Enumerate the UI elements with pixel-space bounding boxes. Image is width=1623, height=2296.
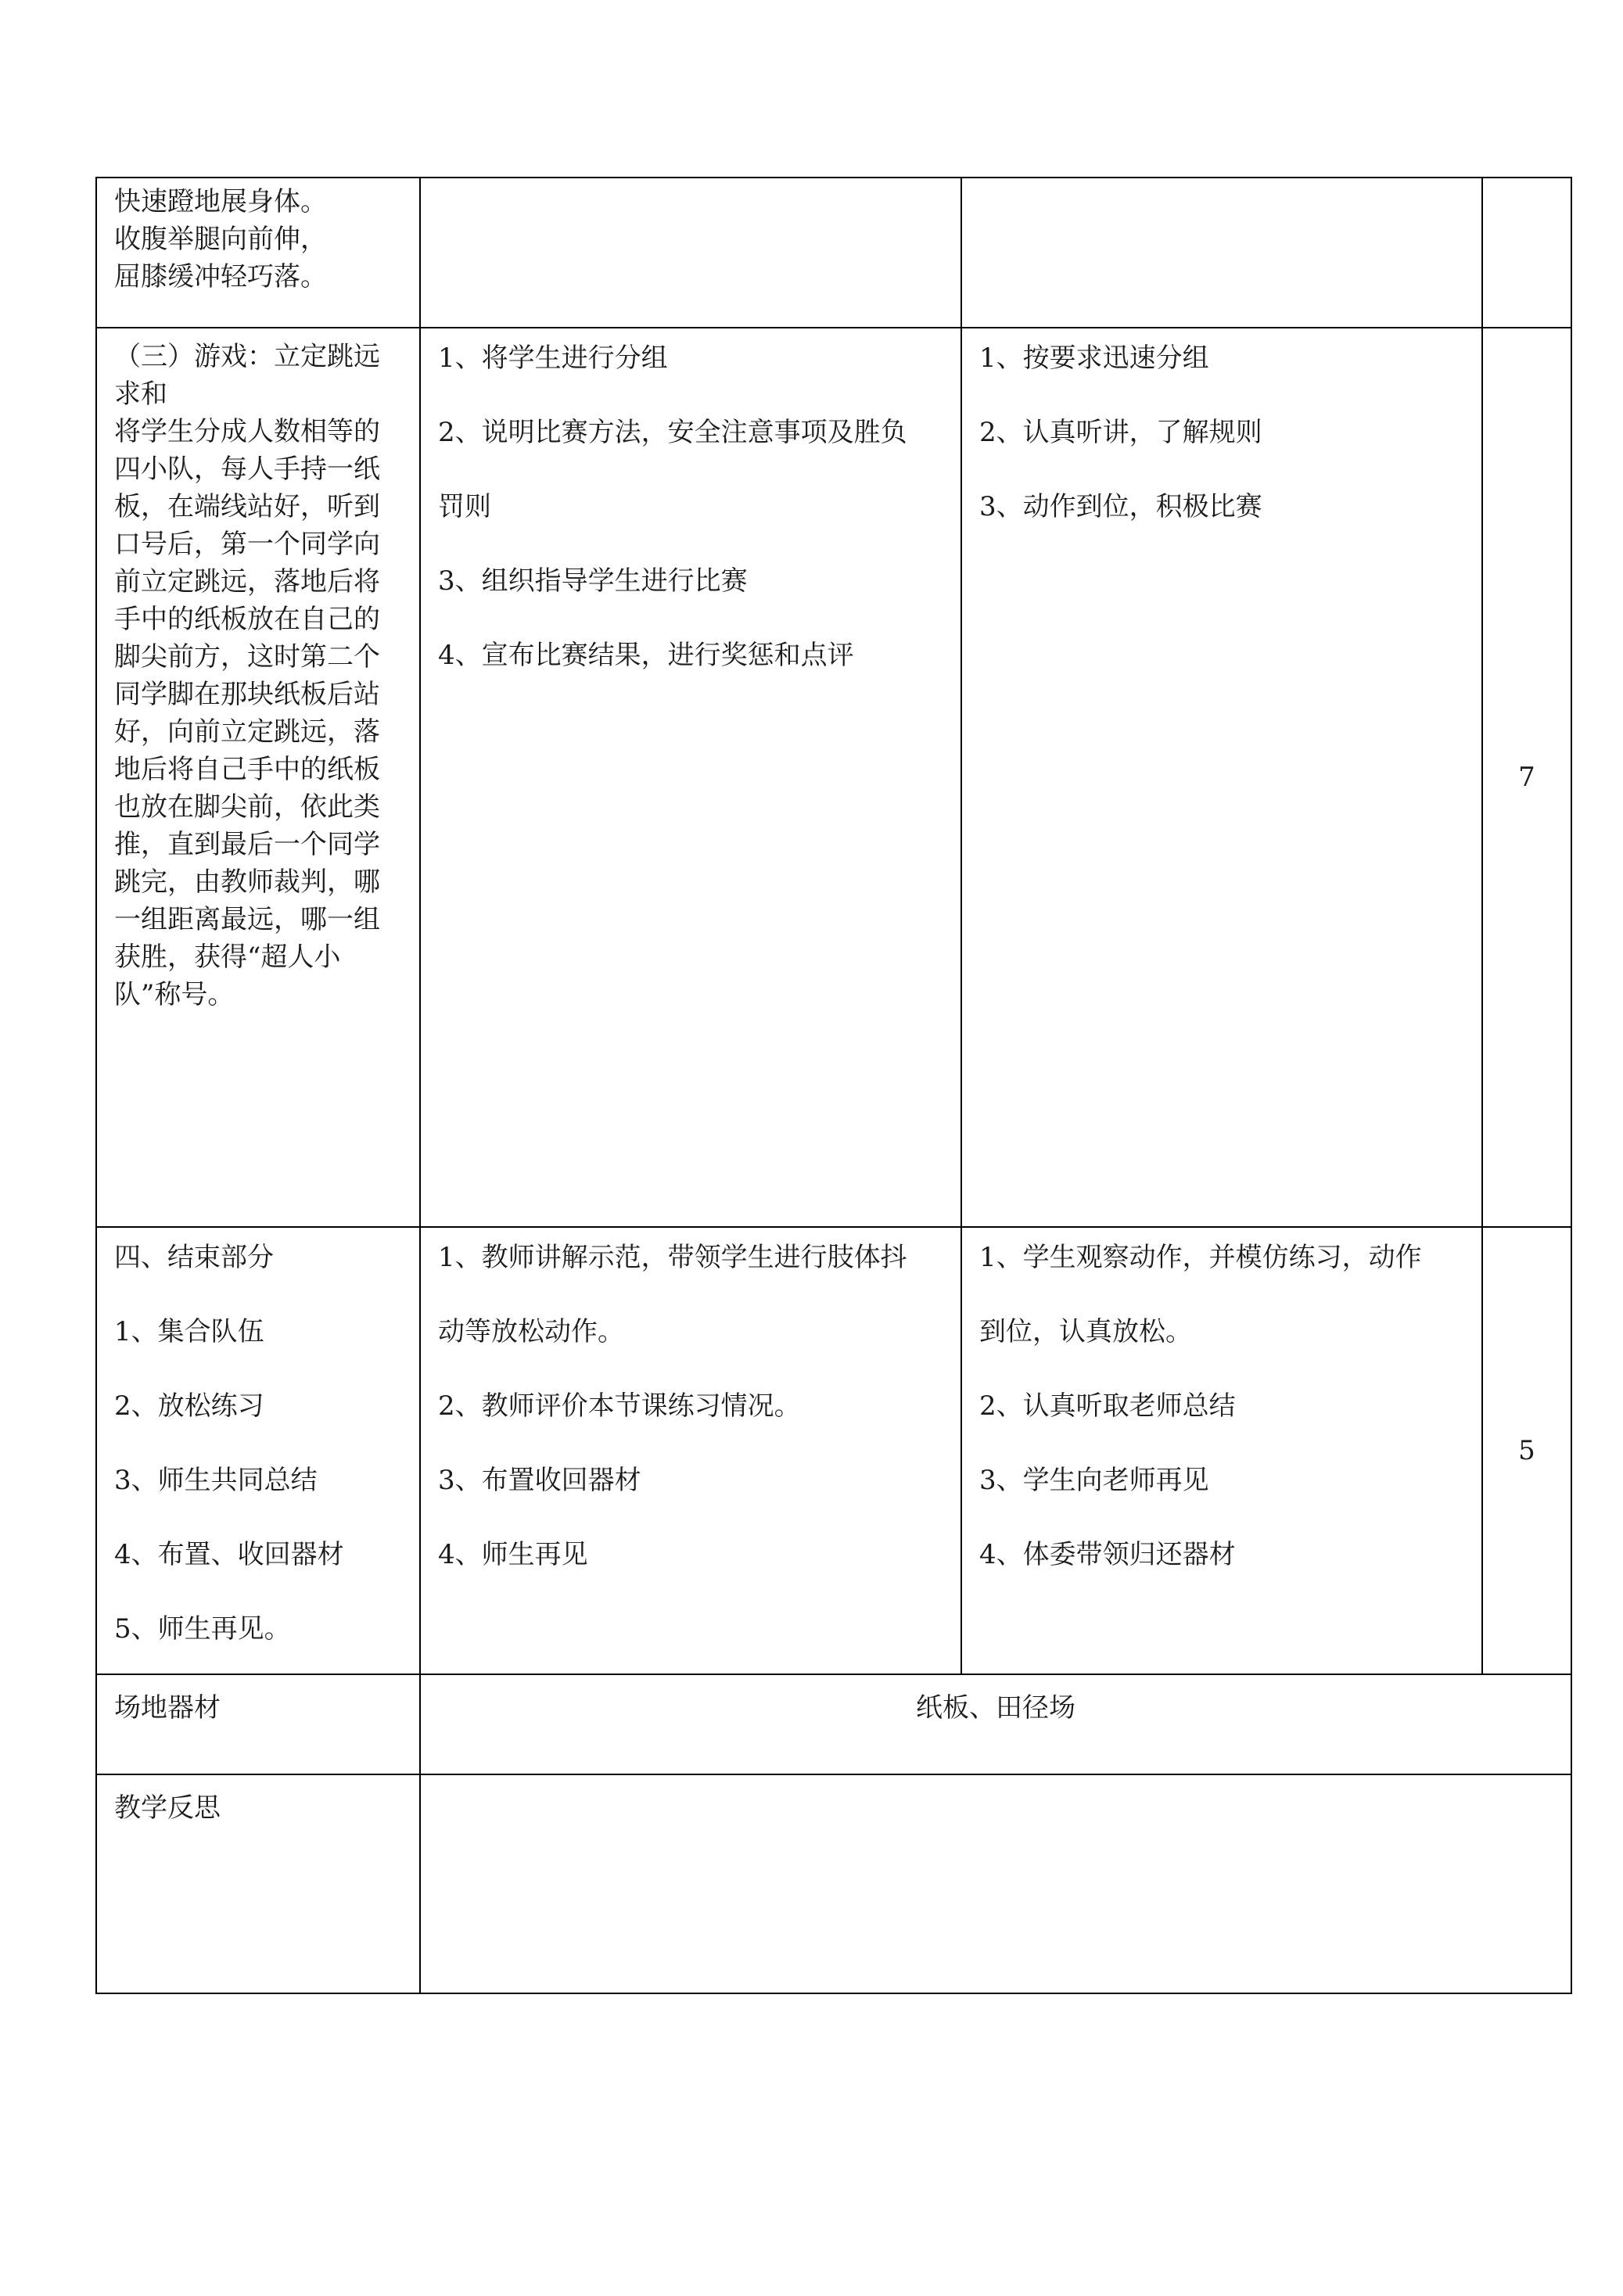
content-line: 推，直到最后一个同学 bbox=[114, 829, 380, 860]
content-line: 屈膝缓冲轻巧落。 bbox=[114, 261, 327, 292]
teacher-step: 1、将学生进行分组 bbox=[438, 343, 668, 374]
section-title: 四、结束部分 bbox=[114, 1242, 274, 1273]
student-step: 3、学生向老师再见 bbox=[979, 1465, 1209, 1496]
content-cell bbox=[96, 328, 420, 1227]
teacher-step: 4、宣布比赛结果，进行奖惩和点评 bbox=[438, 640, 854, 671]
teacher-activity-cell bbox=[420, 328, 961, 1227]
time-cell bbox=[1482, 178, 1571, 328]
teacher-step: 3、布置收回器材 bbox=[438, 1465, 641, 1496]
content-cell bbox=[96, 178, 420, 328]
content-line: 跳完，由教师裁判，哪 bbox=[114, 866, 380, 898]
student-activity-cell bbox=[961, 1227, 1482, 1674]
content-line: 1、集合队伍 bbox=[114, 1316, 264, 1347]
venue-value: 纸板、田径场 bbox=[916, 1692, 1075, 1724]
teacher-step: 4、师生再见 bbox=[438, 1539, 588, 1570]
table-row bbox=[96, 1774, 1571, 1993]
reflection-value-cell bbox=[420, 1774, 1571, 1993]
time-cell bbox=[1482, 328, 1571, 1227]
venue-label: 场地器材 bbox=[114, 1692, 221, 1724]
teacher-step: 1、教师讲解示范，带领学生进行肢体抖 bbox=[438, 1242, 907, 1273]
content-line: 板，在端线站好，听到 bbox=[114, 491, 380, 522]
reflection-label-cell bbox=[96, 1774, 420, 1993]
content-line: 手中的纸板放在自己的 bbox=[114, 604, 380, 635]
student-step: 2、认真听取老师总结 bbox=[979, 1390, 1236, 1422]
student-step: 到位，认真放松。 bbox=[979, 1316, 1192, 1347]
venue-label-cell bbox=[96, 1674, 420, 1774]
lesson-plan-table bbox=[95, 177, 1572, 1994]
teacher-step: 罚则 bbox=[438, 491, 491, 522]
content-line: 也放在脚尖前，依此类 bbox=[114, 791, 380, 823]
venue-value-cell bbox=[420, 1674, 1571, 1774]
student-step: 2、认真听讲，了解规则 bbox=[979, 417, 1262, 448]
student-step: 4、体委带领归还器材 bbox=[979, 1539, 1236, 1570]
content-line: 好，向前立定跳远，落 bbox=[114, 716, 380, 748]
teacher-step: 2、教师评价本节课练习情况。 bbox=[438, 1390, 801, 1422]
time-value: 7 bbox=[1518, 762, 1535, 793]
student-step: 3、动作到位，积极比赛 bbox=[979, 491, 1262, 522]
student-step: 1、学生观察动作，并模仿练习，动作 bbox=[979, 1242, 1422, 1273]
content-line: 四小队，每人手持一纸 bbox=[114, 454, 380, 485]
content-line: 快速蹬地展身体。 bbox=[114, 186, 327, 217]
teacher-activity-cell bbox=[420, 1227, 961, 1674]
content-line: 4、布置、收回器材 bbox=[114, 1539, 344, 1570]
table-row bbox=[96, 1227, 1571, 1674]
content-line: 将学生分成人数相等的 bbox=[114, 416, 380, 447]
teacher-step: 动等放松动作。 bbox=[438, 1316, 624, 1347]
content-line: 队”称号。 bbox=[114, 979, 235, 1010]
content-line: 地后将自己手中的纸板 bbox=[114, 754, 380, 785]
table-row bbox=[96, 1674, 1571, 1774]
student-activity-cell bbox=[961, 328, 1482, 1227]
time-value: 5 bbox=[1518, 1435, 1535, 1466]
content-line: 求和 bbox=[114, 378, 167, 410]
content-line: 3、师生共同总结 bbox=[114, 1465, 318, 1496]
lesson-plan-sheet bbox=[95, 177, 1571, 1994]
reflection-label: 教学反思 bbox=[114, 1792, 221, 1824]
content-line: 前立定跳远，落地后将 bbox=[114, 566, 380, 597]
content-line: 脚尖前方，这时第二个 bbox=[114, 641, 380, 673]
content-line: 收腹举腿向前伸， bbox=[114, 224, 327, 255]
teacher-activity-cell bbox=[420, 178, 961, 328]
game-title: （三）游戏：立定跳远 bbox=[114, 341, 380, 372]
content-line: 5、师生再见。 bbox=[114, 1613, 291, 1645]
teacher-step: 3、组织指导学生进行比赛 bbox=[438, 565, 748, 597]
content-line: 口号后，第一个同学向 bbox=[114, 529, 380, 560]
student-step: 1、按要求迅速分组 bbox=[979, 343, 1209, 374]
content-line: 2、放松练习 bbox=[114, 1390, 264, 1422]
content-line: 同学脚在那块纸板后站 bbox=[114, 679, 380, 710]
content-line: 一组距离最远，哪一组 bbox=[114, 904, 380, 935]
content-line: 获胜，获得“超人小 bbox=[114, 942, 341, 973]
teacher-step: 2、说明比赛方法，安全注意事项及胜负 bbox=[438, 417, 907, 448]
student-activity-cell bbox=[961, 178, 1482, 328]
table-row bbox=[96, 178, 1571, 328]
table-row bbox=[96, 328, 1571, 1227]
time-cell bbox=[1482, 1227, 1571, 1674]
content-cell bbox=[96, 1227, 420, 1674]
